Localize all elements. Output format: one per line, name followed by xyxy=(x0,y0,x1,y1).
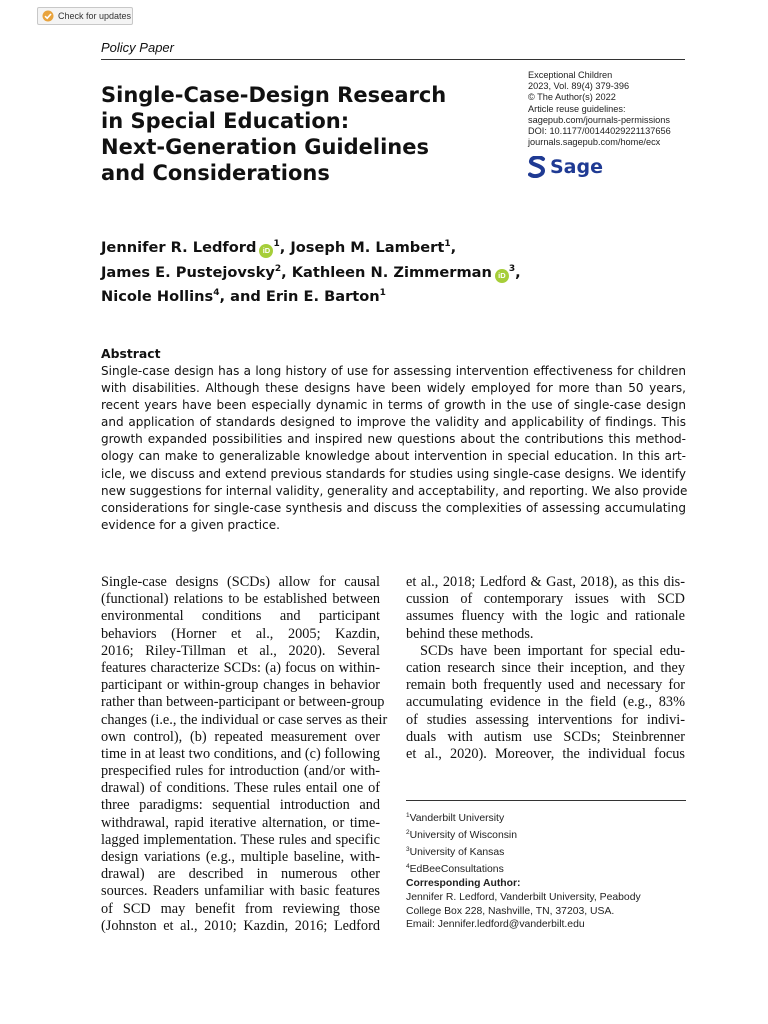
abstract-line: considerations for single-case synthesis and discuss the complexities of assessing accumulating xyxy=(101,500,686,515)
author-affil-sup: 2 xyxy=(274,263,282,274)
abstract-line: and application of standards designed to improve the validity and applicability of findings. This xyxy=(101,415,686,430)
corresponding-line: Jennifer R. Ledford, Vanderbilt University, Peabody xyxy=(406,891,641,903)
body-line: of SCD may benefit from reviewing those xyxy=(101,900,380,917)
affiliation-name: University of Wisconsin xyxy=(409,830,518,842)
body-line: cation research since their inception, and they xyxy=(406,659,685,676)
journal-info xyxy=(528,70,698,148)
abstract-line: ology can make to generalizable knowledge about intervention in special education. In this art- xyxy=(101,449,686,464)
body-line: lagged implementation. These rules and specific xyxy=(101,831,380,848)
body-line: behaviors (Horner et al., 2005; Kazdin, xyxy=(101,625,380,642)
affiliation-sup: 1 xyxy=(406,812,410,819)
affiliation-name: EdBeeConsultations xyxy=(409,864,504,876)
reuse-link[interactable]: sagepub.com/journals-permissions xyxy=(528,114,670,125)
corresponding-heading: Corresponding Author: xyxy=(406,878,521,889)
abstract-body xyxy=(101,363,686,534)
abstract-line: evidence for a given practice. xyxy=(101,517,280,532)
header-rule xyxy=(101,59,685,60)
check-for-updates-button[interactable] xyxy=(37,7,133,25)
author-line xyxy=(101,234,661,259)
affiliation-item xyxy=(406,860,686,877)
author-list xyxy=(101,234,661,308)
author-name: Erin E. Barton xyxy=(265,288,380,305)
abstract-line: with disabilities. Although these designs have been widely employed for more than 50 years, xyxy=(101,381,686,396)
publisher-logo xyxy=(528,156,603,178)
title-line: and Considerations xyxy=(101,161,330,185)
affiliation-name: Vanderbilt University xyxy=(409,813,505,824)
body-column-left xyxy=(101,574,388,935)
author-affil-sup: 1 xyxy=(444,239,451,249)
author-line xyxy=(101,259,661,284)
abstract-heading: Abstract xyxy=(101,346,161,361)
body-line: (functional) relations to be established between xyxy=(101,591,380,608)
author-name: Jennifer R. Ledford xyxy=(101,239,257,256)
body-line: changes (i.e., the individual or case serves as their xyxy=(101,711,388,728)
author-affil-sup: 1 xyxy=(379,288,386,298)
body-line: behind these methods. xyxy=(406,625,534,642)
body-line: of studies assessing interventions for indivi- xyxy=(406,711,685,728)
check-updates-icon xyxy=(42,10,54,22)
affiliation-item xyxy=(406,826,686,843)
body-line: own control), (b) repeated measurement over xyxy=(101,728,380,745)
author-name: James E. Pustejovsky xyxy=(101,263,275,281)
abstract-line: recent years have been especially dynamic in terms of growth in the use of single-case design xyxy=(101,398,686,413)
affiliation-sup: 3 xyxy=(406,846,410,854)
author-separator: , xyxy=(281,263,292,281)
body-line: drawal) of conditions. These rules entail one of xyxy=(101,780,380,797)
body-line: rather than between-participant or between-group xyxy=(101,694,385,711)
author-affil-sup: 1 xyxy=(273,239,280,249)
affiliation-sup: 4 xyxy=(406,863,410,871)
author-separator: , xyxy=(515,263,521,281)
author-affil-sup: 3 xyxy=(508,263,516,274)
abstract-line: growth expanded possibilities and inspired new questions about the contributions this method- xyxy=(101,432,686,447)
body-line: participant or within-group changes in behavior xyxy=(101,677,380,694)
journal-home-link[interactable]: journals.sagepub.com/home/ecx xyxy=(528,137,661,148)
body-line: drawal) are described in numerous other xyxy=(101,866,380,883)
check-updates-label: Check for updates xyxy=(58,11,132,21)
body-line: cussion of contemporary issues with SCD xyxy=(406,591,685,608)
body-line: accumulating evidence in the field (e.g., 83% xyxy=(406,694,685,711)
abstract-line: icle, we discuss and extend previous standards for studies using single-case designs. We identify xyxy=(101,466,686,481)
author-name: Kathleen N. Zimmerman xyxy=(291,263,492,281)
journal-name: Exceptional Children xyxy=(528,70,613,80)
affiliation-item xyxy=(406,809,686,826)
corresponding-line: College Box 228, Nashville, TN, 37203, USA. xyxy=(406,905,615,917)
author-affil-sup: 4 xyxy=(213,288,220,298)
corresponding-author xyxy=(406,877,686,932)
body-line: SCDs have been important for special edu- xyxy=(420,642,685,659)
footnote-rule xyxy=(406,800,686,801)
body-line: withdrawal, rapid iterative alternation, or time- xyxy=(101,814,380,831)
author-separator: , and xyxy=(219,288,266,305)
author-name: Nicole Hollins xyxy=(101,288,214,305)
author-name: Joseph M. Lambert xyxy=(290,239,445,256)
journal-volume: 2023, Vol. 89(4) 379-396 xyxy=(528,81,630,92)
body-line: features characterize SCDs: (a) focus on within- xyxy=(101,659,380,676)
publisher-logo-text: Sage xyxy=(550,156,603,178)
abstract-line: Single-case design has a long history of use for assessing intervention effectiveness for children xyxy=(101,364,686,378)
title-line: in Special Education: xyxy=(101,109,350,133)
reuse-label: Article reuse guidelines: xyxy=(528,103,626,114)
section-label: Policy Paper xyxy=(101,40,174,55)
body-line: Single-case designs (SCDs) allow for causal xyxy=(101,574,380,590)
copyright: © The Author(s) 2022 xyxy=(528,92,616,103)
orcid-icon[interactable]: iD xyxy=(495,269,509,283)
title-line: Single-Case-Design Research xyxy=(101,83,447,107)
author-line xyxy=(101,283,661,308)
body-line: et al., 2018; Ledford & Gast, 2018), as this dis- xyxy=(406,574,685,590)
doi-link[interactable]: DOI: 10.1177/00144029221137656 xyxy=(528,126,671,137)
body-line: prespecified rules for introduction (and/or with- xyxy=(101,763,380,780)
title-line: Next-Generation Guidelines xyxy=(101,135,429,159)
sage-s-icon xyxy=(528,156,546,178)
body-line: assumes fluency with the logic and rationale xyxy=(406,608,685,625)
author-separator: , xyxy=(450,239,457,256)
abstract-line: new suggestions for internal validity, generality and acceptability, and reporting. We also provide xyxy=(101,483,688,498)
body-line: (Johnston et al., 2010; Kazdin, 2016; Ledford xyxy=(101,917,380,934)
affiliation-sup: 2 xyxy=(406,829,410,837)
affiliation-name: University of Kansas xyxy=(409,847,505,859)
body-line: sources. Readers unfamiliar with basic features xyxy=(101,883,380,900)
affiliation-item xyxy=(406,843,686,860)
body-line: design variations (e.g., multiple baseline, with- xyxy=(101,849,380,865)
corresponding-email[interactable]: Email: Jennifer.ledford@vanderbilt.edu xyxy=(406,919,585,931)
body-line: remain both frequently used and necessary for xyxy=(406,677,685,694)
author-separator: , xyxy=(279,239,291,256)
article-title xyxy=(101,82,521,186)
body-line: time in at least two conditions, and (c) following xyxy=(101,745,380,762)
body-line: et al., 2020). Moreover, the individual focus xyxy=(406,745,685,762)
affiliations xyxy=(406,809,686,877)
body-line: 2016; Riley-Tillman et al., 2020). Several xyxy=(101,642,380,659)
orcid-icon[interactable]: iD xyxy=(259,244,273,258)
body-column-right xyxy=(406,574,685,763)
body-line: duals with autism use SCDs; Steinbrenner xyxy=(406,728,685,745)
body-line: environmental conditions and participant xyxy=(101,608,380,625)
body-line: three paradigms: sequential introduction and xyxy=(101,797,380,814)
